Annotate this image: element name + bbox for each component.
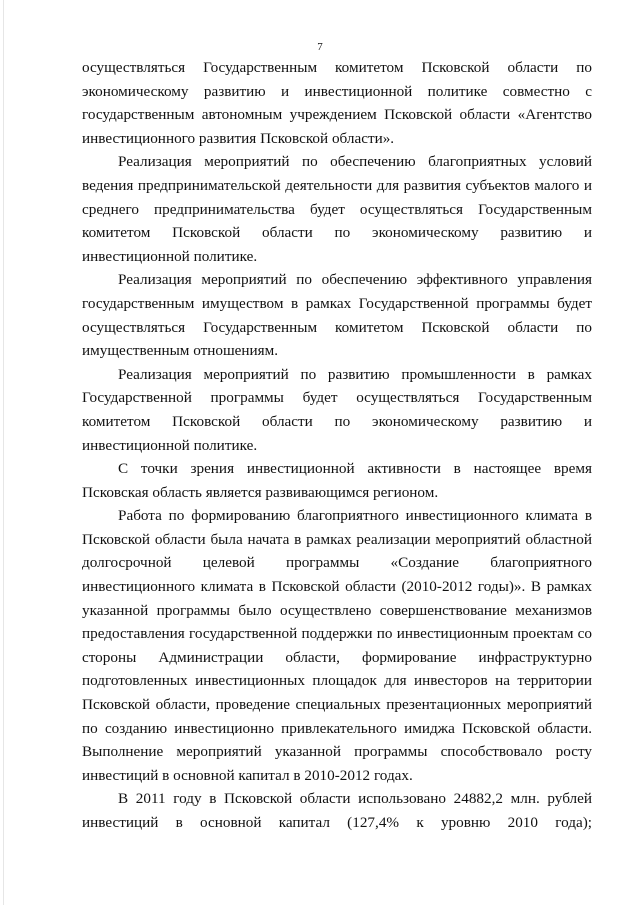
paragraph: С точки зрения инвестиционной активности в настоящее время Псковская область является развивающимся регионом. [82,460,592,501]
paragraph: Работа по формированию благоприятного инвестиционного климата в Псковской области была начата в рамках реализации мероприятий областной долгосрочной целевой программы «Создание благоприятного инвестиционного климата в Псковской области (2010-2012 годы)». В рамках указанной программы было осуществлено совершенствование механизмов предоставления государственной поддержки по инвестиционным проектам со стороны Администрации области, формирование инфраструктурно подготовленных инвестиционных площадок для инвесторов на территории Псковской области, проведение специальных презентационных мероприятий по созданию инвестиционно привлекательного имиджа Псковской области. Выполнение мероприятий указанной программы способствовало росту инвестиций в основной капитал в 2010-2012 годах. [82,507,592,784]
paragraph: Реализация мероприятий по обеспечению благоприятных условий ведения предпринимательской деятельности для развития субъектов малого и среднего предпринимательства будет осуществляться Государственным комитетом Псковской области по экономическому развитию и инвестиционной политике. [82,153,592,265]
paragraph: Реализация мероприятий по развитию промышленности в рамках Государственной программы будет осуществляться Государственным комитетом Псковской области по экономическому развитию и инвестиционной политике. [82,365,592,454]
paragraph: осуществляться Государственным комитетом Псковской области по экономическому развитию и инвестиционной политике совместно с государственным автономным учреждением Псковской области «Агентство инвестиционного развития Псковской области». [82,59,592,147]
paragraph: Реализация мероприятий по обеспечению эффективного управления государственным имуществом в рамках Государственной программы будет осуществляться Государственным комитетом Псковской области по имущественным отношениям. [82,271,592,360]
page-number: 7 [317,41,323,53]
paragraph: В 2011 году в Псковской области использовано 24882,2 млн. рублей инвестиций в основной капитал (127,4% к уровню 2010 года); [82,790,592,831]
document-body [82,56,592,835]
scan-edge-line [3,0,4,905]
